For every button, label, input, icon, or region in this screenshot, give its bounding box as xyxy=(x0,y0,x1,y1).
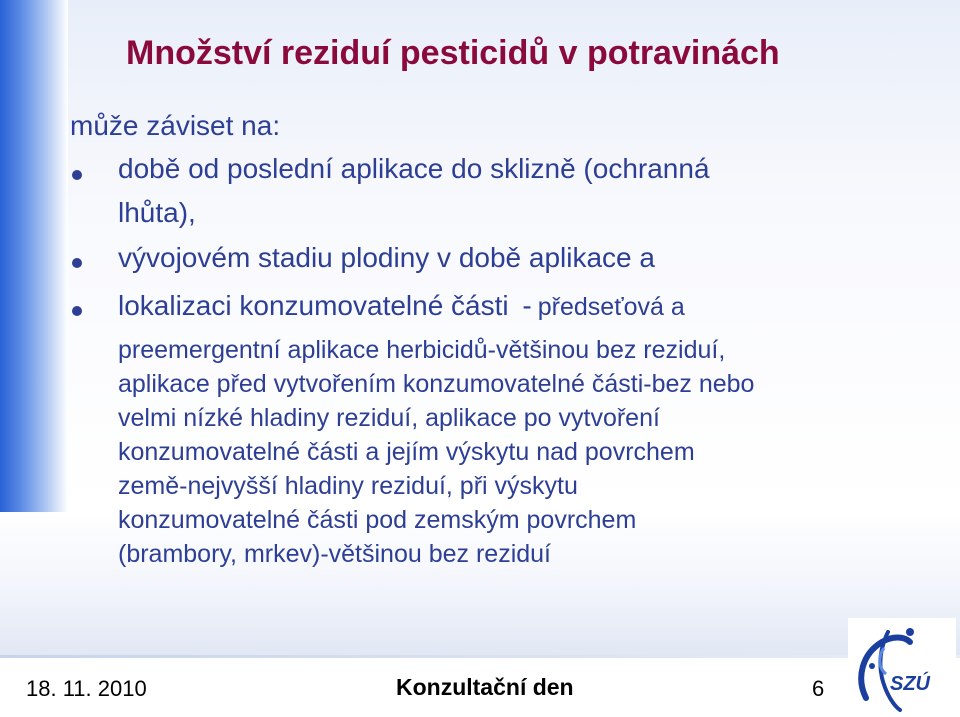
side-gradient-bar xyxy=(0,0,68,512)
bullet-3-detail-line: (brambory, mrkev)-většinou bez reziduí xyxy=(118,540,552,568)
intro-text: může záviset na: xyxy=(70,110,281,141)
szu-logo-icon xyxy=(848,618,956,714)
logo-text: SZÚ xyxy=(890,673,930,695)
footer-date: 18. 11. 2010 xyxy=(26,676,147,701)
bullet-3-detail-line: konzumovatelné části pod zemským povrchem xyxy=(118,506,637,534)
bullet-3-detail-first: předseťová a xyxy=(537,293,685,321)
bullet-1-line-1: době od poslední aplikace do sklizně (ochranná xyxy=(118,153,710,184)
footer-title: Konzultační den xyxy=(396,674,574,700)
bullet-dot-icon xyxy=(72,170,82,180)
slide-title: Množství reziduí pesticidů v potravinách xyxy=(126,34,780,72)
bullet-3-detail-line: konzumovatelné části a jejím výskytu nad povrchem xyxy=(118,438,695,466)
bullet-1-line-2: lhůta), xyxy=(118,197,196,228)
bullet-3-dash: - xyxy=(522,290,532,321)
bullet-3-detail-line: aplikace před vytvořením konzumovatelné části-bez nebo xyxy=(118,370,755,398)
bullet-2-text: vývojovém stadiu plodiny v době aplikace a xyxy=(118,242,655,273)
bullet-dot-icon xyxy=(72,258,82,268)
bullet-3-main: lokalizaci konzumovatelné části xyxy=(118,290,509,321)
bullet-dot-icon xyxy=(72,306,82,316)
bullet-3-first-line xyxy=(118,290,685,322)
bullet-3-detail-line: preemergentní aplikace herbicidů-většinou bez reziduí, xyxy=(118,336,726,364)
bullet-3-detail-line: země-nejvyšší hladiny reziduí, při výskytu xyxy=(118,472,578,500)
slide-number: 6 xyxy=(812,676,825,701)
bullet-3-detail-line: velmi nízké hladiny reziduí, aplikace po vytvoření xyxy=(118,404,660,432)
